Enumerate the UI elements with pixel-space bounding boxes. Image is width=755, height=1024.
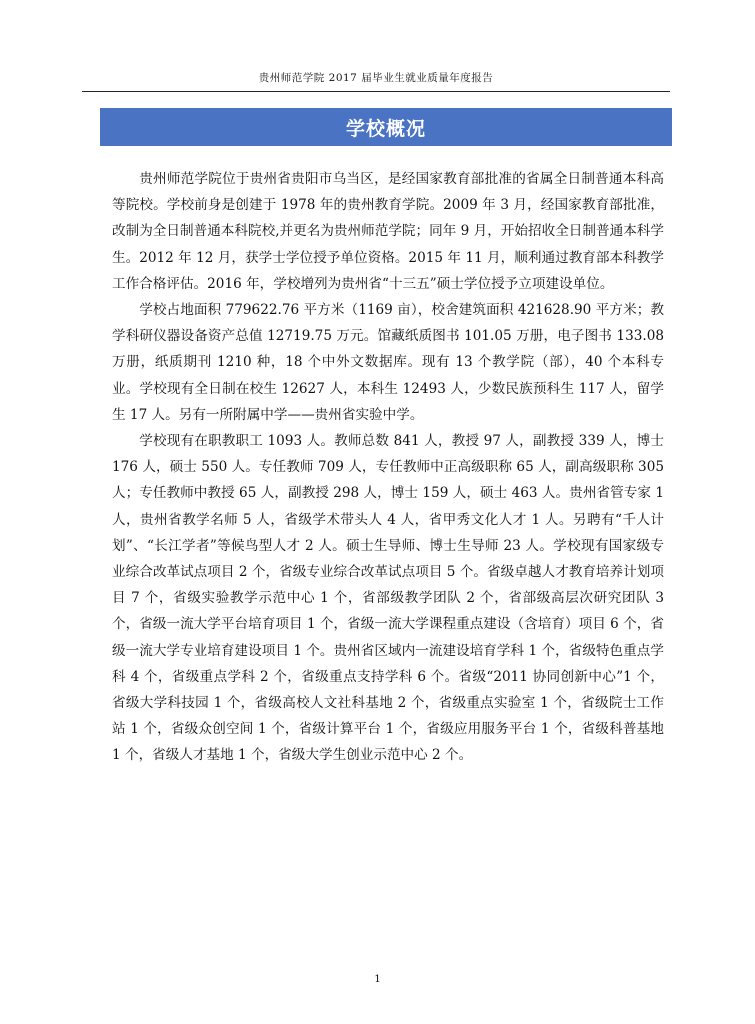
paragraph-campus-facts: 学校占地面积 779622.76 平方米（1169 亩），校舍建筑面积 421628.90 平方米；教学科研仪器设备资产总值 12719.75 万元。馆藏纸质图书 101.05 万册，电子图书 133.08 万册，纸质期刊 1210 种，18 个中外文数据库。现有 13 个教学院（部），40 个本科专业。学校现有全日制在校生 12627 人，本科生 12493 人，少数民族预科生 117 人，留学生 17 人。另有一所附属中学——贵州省实验中学。 bbox=[112, 302, 664, 423]
paragraph-faculty: 学校现有在职教职工 1093 人。教师总数 841 人，教授 97 人，副教授 339 人，博士 176 人，硕士 550 人。专任教师 709 人，专任教师中正高级职称 65 人，副高级职称 305 人；专任教师中教授 65 人，副教授 298 人，博士 159 人，硕士 463 人。贵州省管专家 1 人，贵州省教学名师 5 人，省级学术带头人 4 人，省甲秀文化人才 1 人。另聘有“千人计划”、“长江学者”等候鸟型人才 2 人。硕士生导师、博士生导师 23 人。学校现有国家级专业综合改革试点项目 2 个，省级专业综合改革试点项目 5 个。省级卓越人才教育培养计划项目 7 个，省级实验教学示范中心 1 个，省部级教学团队 2 个，省部级高层次研究团队 3 个，省级一流大学平台培育项目 1 个，省级一流大学课程重点建设（含培育）项目 6 个，省级一流大学专业培育建设项目 1 个。贵州省区域内一流建设培育学科 1 个，省级特色重点学科 4 个，省级重点学科 2 个，省级重点支持学科 6 个。省级“2011 协同创新中心”1 个，省级大学科技园 1 个，省级高校人文社科基地 2 个，省级重点实验室 1 个，省级院士工作站 1 个，省级众创空间 1 个，省级计算平台 1 个，省级应用服务平台 1 个，省级科普基地 1 个，省级人才基地 1 个，省级大学生创业示范中心 2 个。 bbox=[112, 433, 664, 764]
section-title-banner bbox=[100, 108, 672, 146]
section-title: 学校概况 bbox=[345, 117, 426, 140]
running-header: 贵州师范学院 2017 届毕业生就业质量年度报告 bbox=[82, 70, 670, 92]
paragraph-overview: 贵州师范学院位于贵州省贵阳市乌当区，是经国家教育部批准的省属全日制普通本科高等院校。学校前身是创建于 1978 年的贵州教育学院。2009 年 3 月，经国家教育部批准，改制为全日制普通本科院校,并更名为贵州师范学院；同年 9 月，开始招收全日制普通本科学生。2012 年 12 月，获学士学位授予单位资格。2015 年 11 月，顺利通过教育部本科教学工作合格评估。2016 年，学校增列为贵州省“十三五”硕士学位授予立项建设单位。 bbox=[112, 171, 664, 292]
body-text bbox=[112, 166, 664, 769]
page-number: 1 bbox=[374, 974, 381, 985]
